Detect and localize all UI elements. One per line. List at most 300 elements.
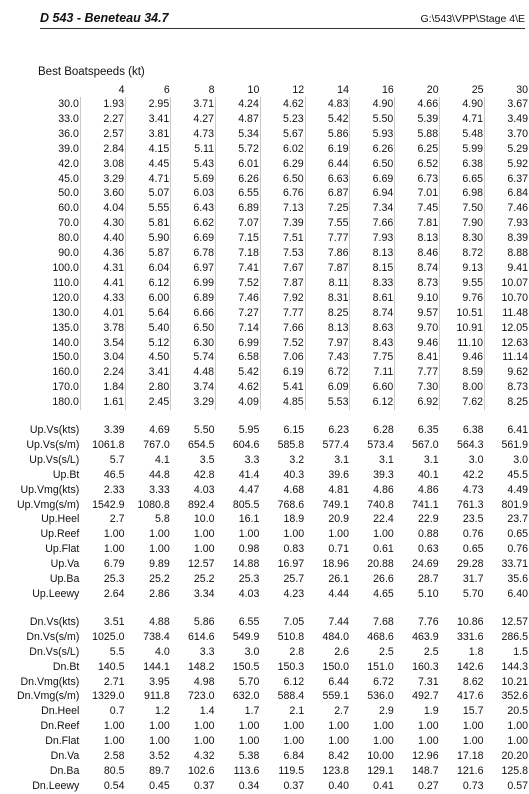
value-cell: 6.55	[216, 186, 261, 201]
value-cell: 0.83	[283, 543, 305, 556]
value-cell: 3.5	[199, 453, 215, 466]
value-cell: 4.73	[171, 127, 216, 142]
value-cell: 2.80	[126, 380, 171, 395]
value-cell: 7.06	[260, 350, 305, 365]
value-cell: 4.90	[440, 97, 485, 112]
value-cell: 468.6	[367, 630, 394, 643]
value-cell: 8.15	[350, 261, 395, 276]
value-cell: 801.9	[501, 498, 528, 511]
speed-row	[0, 216, 529, 231]
row-label: 39.0	[58, 142, 79, 155]
value-cell: 6.23	[328, 424, 349, 437]
value-cell: 18.9	[283, 513, 305, 526]
table-subtitle: Best Boatspeeds (kt)	[38, 66, 145, 78]
value-cell: 6.29	[260, 157, 305, 172]
row-label: Up.Flat	[45, 543, 80, 556]
value-cell: 15.7	[462, 705, 484, 718]
value-cell: 7.43	[305, 350, 350, 365]
value-cell: 3.1	[334, 453, 349, 466]
upwind-row	[0, 587, 529, 602]
value-cell: 33.71	[501, 558, 528, 571]
value-cell: 6.89	[171, 291, 216, 306]
value-cell: 7.25	[305, 201, 350, 216]
value-cell: 4.88	[149, 615, 170, 628]
value-cell: 9.46	[395, 336, 440, 351]
value-cell: 7.46	[216, 291, 261, 306]
value-cell: 4.23	[283, 588, 305, 600]
wind-speed-header: 20	[426, 84, 439, 96]
value-cell: 9.57	[395, 306, 440, 321]
value-cell: 39.6	[328, 468, 349, 481]
upwind-row	[0, 512, 529, 527]
value-cell: 4.0	[154, 645, 170, 658]
value-cell: 4.50	[126, 350, 171, 365]
value-cell: 6.99	[171, 276, 216, 291]
row-label: Up.Bt	[52, 468, 80, 481]
value-cell: 8.11	[305, 276, 350, 291]
value-cell: 352.6	[501, 690, 528, 703]
value-cell: 892.4	[188, 498, 215, 511]
value-cell: 7.34	[350, 201, 395, 216]
value-cell: 6.19	[260, 365, 305, 380]
value-cell: 11.14	[484, 350, 529, 365]
value-cell: 6.25	[395, 142, 440, 157]
value-cell: 2.84	[80, 142, 125, 157]
value-cell: 7.77	[395, 365, 440, 380]
value-cell: 6.84	[283, 750, 305, 763]
upwind-row	[0, 483, 529, 498]
value-cell: 7.62	[440, 395, 485, 410]
value-cell: 8.63	[350, 321, 395, 336]
value-cell: 5.50	[193, 424, 215, 437]
wind-speed-header: 25	[471, 84, 484, 96]
speed-row	[0, 201, 529, 216]
row-label: 42.0	[58, 157, 79, 170]
value-cell: 8.61	[350, 291, 395, 306]
value-cell: 0.61	[373, 543, 394, 556]
value-cell: 144.3	[501, 660, 528, 673]
value-cell: 22.9	[417, 513, 439, 526]
value-cell: 2.7	[334, 705, 349, 718]
value-cell: 6.00	[126, 291, 171, 306]
value-cell: 6.97	[171, 261, 216, 276]
value-cell: 5.53	[305, 395, 350, 410]
value-cell: 8.39	[484, 231, 529, 246]
value-cell: 6.38	[440, 157, 485, 172]
row-label: Up.Vs(s/m)	[26, 438, 80, 451]
value-cell: 12.96	[412, 750, 439, 763]
value-cell: 738.4	[143, 630, 170, 643]
value-cell: 16.1	[238, 513, 260, 526]
value-cell: 5.39	[395, 112, 440, 127]
value-cell: 1.93	[80, 97, 125, 112]
value-cell: 510.8	[277, 630, 305, 643]
value-cell: 1.00	[103, 543, 125, 556]
value-cell: 1.00	[193, 528, 215, 541]
value-cell: 614.6	[188, 630, 215, 643]
value-cell: 3.70	[484, 127, 529, 142]
value-cell: 7.44	[328, 615, 349, 628]
value-cell: 1061.8	[92, 438, 125, 451]
value-cell: 5.11	[171, 142, 216, 157]
value-cell: 23.7	[507, 513, 528, 526]
value-cell: 4.36	[80, 246, 125, 261]
value-cell: 6.15	[283, 424, 305, 437]
value-cell: 1.00	[103, 528, 125, 541]
value-cell: 4.41	[80, 276, 125, 291]
value-cell: 8.31	[305, 291, 350, 306]
value-cell: 3.49	[484, 112, 529, 127]
value-cell: 6.04	[126, 261, 171, 276]
value-cell: 89.7	[149, 764, 170, 777]
value-cell: 2.8	[289, 645, 305, 658]
value-cell: 2.27	[80, 112, 125, 127]
value-cell: 7.90	[440, 216, 485, 231]
value-cell: 8.13	[395, 231, 440, 246]
value-cell: 140.5	[98, 660, 125, 673]
value-cell: 6.72	[305, 365, 350, 380]
row-label: Up.Vs(s/L)	[29, 453, 80, 466]
value-cell: 561.9	[501, 438, 528, 451]
value-cell: 1025.0	[92, 630, 125, 643]
value-cell: 5.81	[126, 216, 171, 231]
value-cell: 8.74	[350, 306, 395, 321]
value-cell: 6.03	[171, 186, 216, 201]
document-header	[40, 8, 525, 28]
value-cell: 2.45	[126, 395, 171, 410]
row-label: Up.Vmg(kts)	[20, 483, 80, 496]
value-cell: 6.79	[103, 558, 125, 571]
value-cell: 24.69	[412, 558, 439, 571]
upwind-row	[0, 438, 529, 453]
value-cell: 1.00	[417, 720, 439, 733]
value-cell: 5.40	[126, 321, 171, 336]
value-cell: 4.62	[260, 97, 305, 112]
value-cell: 150.3	[277, 660, 305, 673]
value-cell: 6.87	[305, 186, 350, 201]
value-cell: 3.41	[126, 365, 171, 380]
value-cell: 2.1	[289, 705, 305, 718]
upwind-row	[0, 498, 529, 513]
value-cell: 6.44	[328, 675, 349, 688]
value-cell: 632.0	[232, 690, 260, 703]
value-cell: 14.88	[232, 558, 260, 571]
value-cell: 6.72	[373, 675, 394, 688]
value-cell: 3.29	[171, 395, 216, 410]
value-cell: 6.26	[216, 172, 261, 187]
value-cell: 4.87	[216, 112, 261, 127]
value-cell: 10.86	[456, 615, 484, 628]
value-cell: 5.7	[109, 453, 125, 466]
value-cell: 6.12	[350, 395, 395, 410]
value-cell: 2.95	[126, 97, 171, 112]
value-cell: 6.02	[260, 142, 305, 157]
value-cell: 5.92	[484, 157, 529, 172]
value-cell: 7.86	[305, 246, 350, 261]
value-cell: 80.5	[103, 764, 125, 777]
speed-row	[0, 291, 529, 306]
value-cell: 5.93	[350, 127, 395, 142]
value-cell: 8.13	[350, 246, 395, 261]
value-cell: 26.1	[328, 573, 349, 586]
row-label: 180.0	[52, 396, 79, 409]
wind-speed-header-row	[0, 83, 529, 97]
wind-speed-header: 12	[292, 84, 305, 96]
value-cell: 7.27	[216, 306, 261, 321]
value-cell: 7.81	[395, 216, 440, 231]
row-label: 33.0	[58, 112, 79, 125]
value-cell: 3.67	[484, 97, 529, 112]
value-cell: 9.62	[484, 365, 529, 380]
row-label: Dn.Heel	[41, 705, 80, 718]
value-cell: 4.47	[238, 483, 260, 496]
row-label: Dn.Vs(s/m)	[26, 630, 80, 643]
row-label: 140.0	[52, 336, 79, 349]
value-cell: 10.91	[440, 321, 485, 336]
value-cell: 5.69	[171, 172, 216, 187]
wind-speed-header: 14	[337, 84, 349, 96]
value-cell: 2.6	[334, 645, 349, 658]
value-cell: 417.6	[456, 690, 484, 703]
value-cell: 9.89	[149, 558, 170, 571]
value-cell: 0.76	[462, 528, 484, 541]
value-cell: 7.97	[305, 336, 350, 351]
value-cell: 7.30	[395, 380, 440, 395]
value-cell: 7.87	[260, 276, 305, 291]
row-label: 130.0	[52, 306, 79, 319]
value-cell: 6.19	[305, 142, 350, 157]
value-cell: 8.88	[484, 246, 529, 261]
value-cell: 8.73	[484, 380, 529, 395]
row-label: 120.0	[52, 291, 79, 304]
value-cell: 8.41	[395, 350, 440, 365]
row-label: 150.0	[52, 351, 79, 364]
value-cell: 723.0	[188, 690, 215, 703]
value-cell: 18.96	[322, 558, 349, 571]
speed-row	[0, 246, 529, 261]
value-cell: 6.44	[305, 157, 350, 172]
value-cell: 1.00	[328, 720, 349, 733]
value-cell: 7.50	[440, 201, 485, 216]
value-cell: 7.05	[283, 615, 305, 628]
value-cell: 7.93	[484, 216, 529, 231]
value-cell: 35.6	[507, 573, 528, 586]
upwind-row	[0, 557, 529, 572]
value-cell: 3.39	[103, 424, 125, 437]
value-cell: 25.2	[193, 573, 215, 586]
value-cell: 7.39	[260, 216, 305, 231]
value-cell: 4.44	[328, 588, 349, 600]
value-cell: 5.72	[216, 142, 261, 157]
value-cell: 22.4	[373, 513, 394, 526]
value-cell: 5.43	[171, 157, 216, 172]
row-label: 70.0	[58, 217, 79, 230]
value-cell: 25.3	[103, 573, 125, 586]
value-cell: 5.86	[305, 127, 350, 142]
value-cell: 741.1	[412, 498, 439, 511]
value-cell: 2.58	[103, 750, 125, 763]
value-cell: 5.88	[395, 127, 440, 142]
value-cell: 0.76	[507, 543, 528, 556]
value-cell: 0.37	[283, 779, 305, 792]
value-cell: 8.62	[462, 675, 484, 688]
value-cell: 588.4	[277, 690, 305, 703]
value-cell: 9.46	[440, 350, 485, 365]
downwind-row	[0, 719, 529, 734]
value-cell: 8.73	[395, 276, 440, 291]
value-cell: 6.52	[395, 157, 440, 172]
table-body	[0, 83, 529, 794]
value-cell: 1.00	[373, 720, 394, 733]
value-cell: 6.50	[171, 321, 216, 336]
row-label: 135.0	[52, 321, 79, 334]
value-cell: 20.20	[501, 750, 528, 763]
value-cell: 11.48	[484, 306, 529, 321]
upwind-row	[0, 423, 529, 438]
value-cell: 3.3	[244, 453, 260, 466]
value-cell: 23.5	[462, 513, 484, 526]
value-cell: 1.00	[193, 543, 215, 556]
value-cell: 585.8	[277, 438, 305, 451]
value-cell: 4.45	[126, 157, 171, 172]
wind-speed-header: 4	[118, 84, 125, 96]
row-label: Dn.Va	[50, 750, 80, 763]
value-cell: 5.38	[238, 750, 260, 763]
value-cell: 20.88	[367, 558, 394, 571]
speed-row	[0, 231, 529, 246]
value-cell: 7.18	[216, 246, 261, 261]
value-cell: 5.5	[109, 645, 125, 658]
value-cell: 5.86	[193, 615, 215, 628]
downwind-row	[0, 689, 529, 704]
row-label: 50.0	[58, 187, 79, 200]
downwind-row	[0, 675, 529, 690]
value-cell: 3.52	[149, 750, 170, 763]
value-cell: 4.15	[126, 142, 171, 157]
downwind-row	[0, 764, 529, 779]
boatspeed-table	[0, 83, 529, 794]
value-cell: 17.18	[456, 750, 484, 763]
downwind-row	[0, 734, 529, 749]
value-cell: 7.11	[350, 365, 395, 380]
spacer-cell	[0, 410, 529, 423]
value-cell: 6.98	[440, 186, 485, 201]
row-label: Up.Heel	[41, 513, 80, 526]
value-cell: 654.5	[188, 438, 215, 451]
value-cell: 12.63	[484, 336, 529, 351]
downwind-row	[0, 630, 529, 645]
section-spacer	[0, 602, 529, 615]
value-cell: 10.70	[484, 291, 529, 306]
value-cell: 805.5	[232, 498, 260, 511]
value-cell: 3.71	[171, 97, 216, 112]
value-cell: 6.76	[260, 186, 305, 201]
value-cell: 4.86	[417, 483, 439, 496]
value-cell: 6.38	[462, 424, 484, 437]
value-cell: 11.10	[440, 336, 485, 351]
value-cell: 4.33	[80, 291, 125, 306]
value-cell: 40.1	[417, 468, 439, 481]
value-cell: 3.95	[149, 675, 170, 688]
row-label: Dn.Flat	[45, 735, 80, 748]
value-cell: 4.90	[350, 97, 395, 112]
row-label: Dn.Vmg(kts)	[20, 675, 80, 688]
value-cell: 5.70	[462, 588, 484, 600]
value-cell: 1.00	[328, 735, 349, 748]
value-cell: 1.9	[423, 705, 439, 718]
value-cell: 4.32	[193, 750, 215, 763]
value-cell: 6.43	[171, 201, 216, 216]
value-cell: 2.9	[379, 705, 394, 718]
value-cell: 4.48	[171, 365, 216, 380]
value-cell: 5.55	[126, 201, 171, 216]
value-cell: 1.2	[154, 705, 170, 718]
value-cell: 5.90	[126, 231, 171, 246]
row-label: Dn.Vmg(s/m)	[16, 690, 80, 703]
value-cell: 5.29	[484, 142, 529, 157]
value-cell: 4.71	[126, 172, 171, 187]
value-cell: 7.53	[260, 246, 305, 261]
value-cell: 148.2	[188, 660, 215, 673]
value-cell: 10.00	[367, 750, 394, 763]
value-cell: 4.03	[238, 588, 260, 600]
value-cell: 1.00	[149, 720, 170, 733]
value-cell: 9.10	[395, 291, 440, 306]
value-cell: 12.05	[484, 321, 529, 336]
value-cell: 8.74	[395, 261, 440, 276]
value-cell: 5.10	[417, 588, 439, 600]
speed-row	[0, 276, 529, 291]
value-cell: 761.3	[456, 498, 484, 511]
value-cell: 0.71	[328, 543, 349, 556]
value-cell: 1.00	[373, 735, 394, 748]
wind-speed-header: 10	[247, 84, 260, 96]
value-cell: 4.62	[216, 380, 261, 395]
value-cell: 6.58	[216, 350, 261, 365]
value-cell: 8.59	[440, 365, 485, 380]
value-cell: 0.41	[373, 779, 394, 792]
value-cell: 1.8	[468, 645, 484, 658]
value-cell: 3.0	[513, 453, 528, 466]
value-cell: 1.00	[283, 720, 305, 733]
value-cell: 4.30	[80, 216, 125, 231]
value-cell: 5.99	[440, 142, 485, 157]
value-cell: 2.5	[423, 645, 439, 658]
value-cell: 768.6	[277, 498, 305, 511]
speed-row	[0, 395, 529, 410]
value-cell: 5.50	[350, 112, 395, 127]
speed-row	[0, 142, 529, 157]
value-cell: 1.00	[462, 735, 484, 748]
value-cell: 16.97	[277, 558, 305, 571]
value-cell: 4.86	[373, 483, 394, 496]
wind-speed-header: 6	[163, 84, 170, 96]
value-cell: 5.70	[238, 675, 260, 688]
value-cell: 4.09	[216, 395, 261, 410]
value-cell: 7.66	[260, 321, 305, 336]
value-cell: 3.74	[171, 380, 216, 395]
value-cell: 142.6	[456, 660, 484, 673]
value-cell: 10.0	[193, 513, 215, 526]
value-cell: 6.37	[484, 172, 529, 187]
value-cell: 6.41	[507, 424, 528, 437]
value-cell: 0.65	[507, 528, 528, 541]
row-label: 80.0	[58, 232, 79, 245]
value-cell: 45.5	[507, 468, 528, 481]
row-label: 100.0	[52, 261, 79, 274]
value-cell: 7.92	[260, 291, 305, 306]
value-cell: 577.4	[322, 438, 349, 451]
